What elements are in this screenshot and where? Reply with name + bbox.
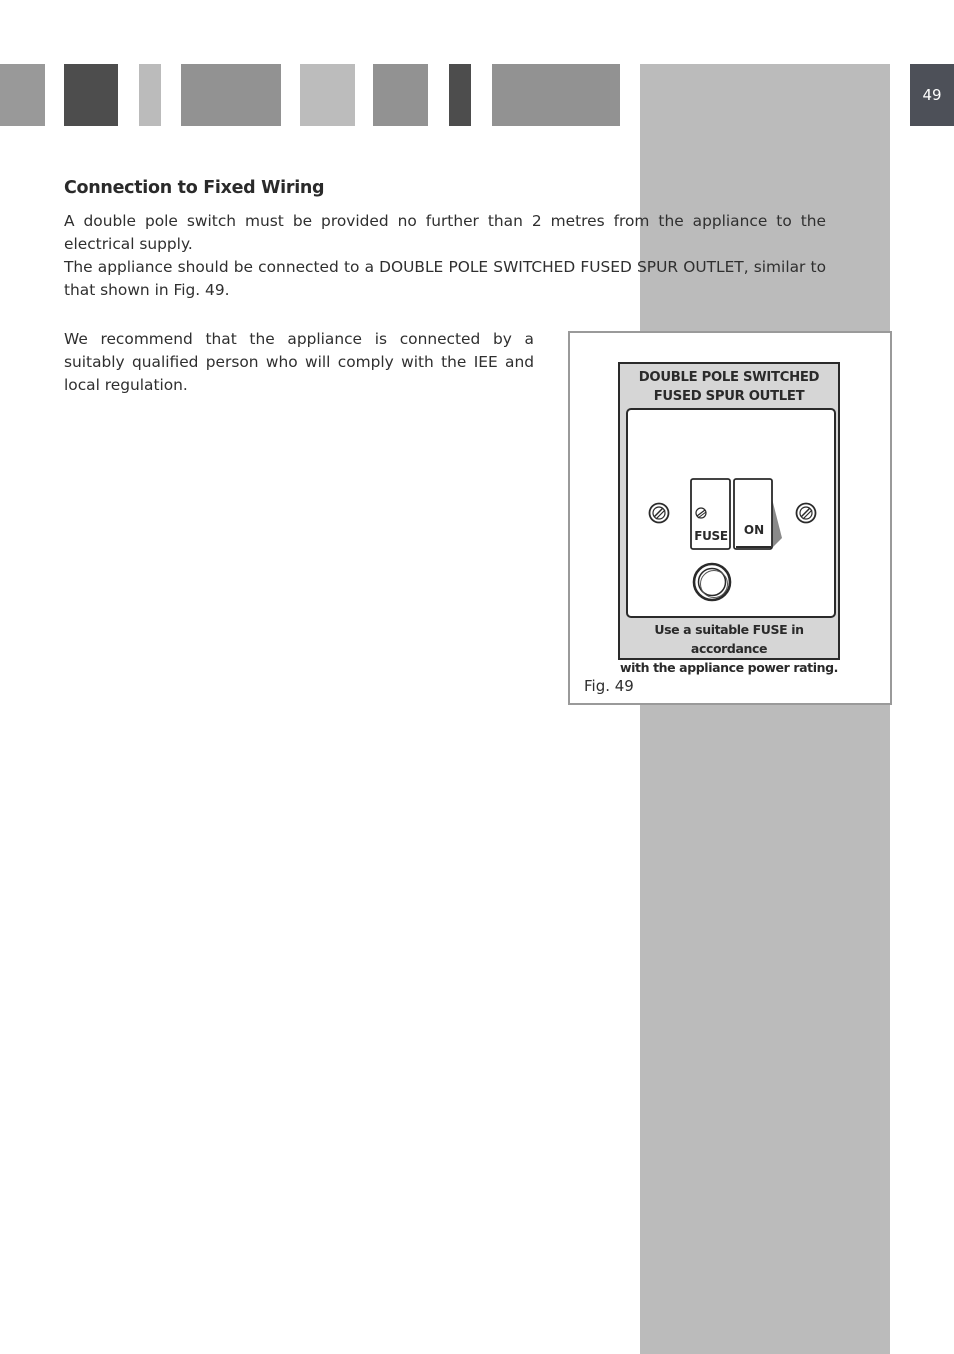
header-band-1 xyxy=(0,64,45,126)
header-band-3 xyxy=(139,64,161,126)
outlet-title xyxy=(620,368,838,406)
section-title: Connection to Fixed Wiring xyxy=(64,178,325,198)
header-band-5 xyxy=(300,64,355,126)
figure-caption: Fig. 49 xyxy=(584,677,634,695)
right-screw-icon xyxy=(797,504,816,523)
header-band-8 xyxy=(492,64,620,126)
rocker-switch-icon xyxy=(734,479,782,550)
header-band-6 xyxy=(373,64,428,126)
outlet-note-line-1: Use a suitable FUSE in accordance xyxy=(654,622,804,656)
outlet-title-line-1: DOUBLE POLE SWITCHED xyxy=(638,370,820,385)
outlet-faceplate xyxy=(626,408,836,618)
figure-49 xyxy=(568,331,892,705)
header-band-7 xyxy=(449,64,471,126)
header-band-4 xyxy=(181,64,281,126)
faceplate-drawing xyxy=(628,410,834,616)
paragraph-1a: A double pole switch must be provided no further than 2 metres from the appliance to the electrical supply. xyxy=(64,212,826,253)
outlet-title-line-2: FUSED SPUR OUTLET xyxy=(653,389,805,404)
paragraph-1b: The appliance should be connected to a DOUBLE POLE SWITCHED FUSED SPUR OUTLET, similar to that shown in Fig. 49. xyxy=(64,258,826,299)
paragraph-2: We recommend that the appliance is connected by a suitably qualified person who will comply with the IEE and local regulation. xyxy=(64,330,534,394)
indicator-ring-icon xyxy=(694,564,730,600)
header-band-2 xyxy=(64,64,118,126)
paragraph-1 xyxy=(64,210,826,302)
outlet-note-line-2: with the appliance power rating. xyxy=(620,660,838,675)
left-screw-icon xyxy=(650,504,669,523)
fuse-label: FUSE xyxy=(694,529,728,543)
page-number: 49 xyxy=(910,64,954,126)
outlet-illustration xyxy=(618,362,840,675)
switch-on-label: ON xyxy=(743,523,765,537)
outlet-note xyxy=(620,620,838,677)
